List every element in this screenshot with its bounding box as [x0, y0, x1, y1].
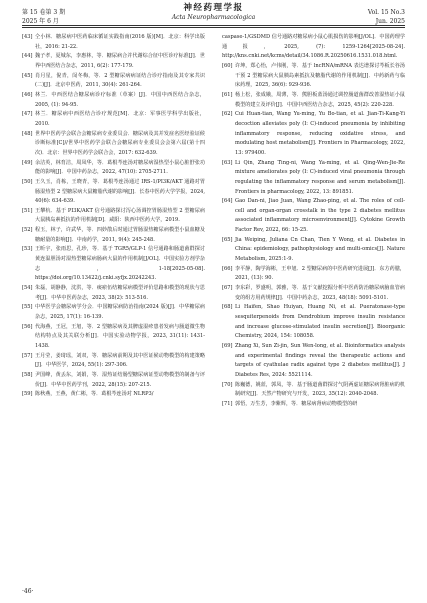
reference-number: [59]	[22, 391, 33, 398]
journal-title	[22, 4, 405, 22]
reference-number: [52]	[22, 227, 33, 234]
reference-text: 林兰．糖尿病中西医结合诊疗规范[M]．北京：军事医学科学出版社，2010.	[35, 111, 205, 127]
reference-number: [68]	[222, 304, 233, 311]
reference-text: 世界中医药学会联合会糖尿病专业委员会．糖尿病及其并发症名医经验证候诊断标准[C]//世界中医药学会联合会糖尿病专业委员会会第六届(第十四次)．北京：世界中医药学会联合会，2017: 632-639.	[35, 130, 205, 156]
reference-item	[222, 284, 405, 303]
reference-number: [64]	[222, 198, 233, 205]
reference-item	[222, 303, 405, 342]
page-number: ·46·	[22, 588, 34, 595]
journal-title-en: Acta Neuropharmacologica	[171, 14, 256, 21]
header-rule-thin	[22, 27, 405, 28]
reference-number: [69]	[222, 343, 233, 349]
reference-number: [43]	[22, 34, 33, 40]
reference-item	[222, 33, 405, 62]
reference-text: 魏子孝，夏城东，李惠林，等．糖尿病合并代谢综合征中医诊疗标准[J]．世界中西医结合杂志，2011, 6(2): 177-179.	[35, 53, 205, 69]
reference-number: [71]	[222, 400, 233, 407]
reference-item	[22, 284, 205, 303]
reference-number: [50]	[22, 178, 33, 185]
reference-item	[222, 381, 405, 400]
reference-number: [53]	[22, 246, 33, 253]
reference-item	[22, 72, 205, 91]
reference-number: [47]	[22, 111, 33, 118]
reference-text: 代海燕，王冠，王旭，等．2 型糖尿病及其脾虚湿疹患者发病与肠道微生物结构特点及其关联分析[J]．中国实验动物学报，2023, 31(11): 1431-1438.	[35, 323, 205, 349]
reference-text: 中华医学会糖尿病学分会．中国糖尿病防治指南(2024 版)[J]．中华糖尿病杂志，2025, 17(1): 16-139.	[35, 304, 205, 321]
reference-text: 杨上松，张成娥，周薄，等．熊胆板蓝汤通过调控肠道菌群改善湿热证小鼠模型的建立及评价[J]．中国中西医结合杂志，2025, 45(2): 220-228.	[235, 91, 405, 108]
reference-item	[222, 342, 405, 381]
reference-item	[22, 352, 205, 371]
reference-text: 肖月星，倪青，闵冬梅，等．2 型糖尿病病证结合诊疗指南及其专家共识(二)[J]．北京中医药，2011, 30(4): 261-264.	[35, 72, 205, 89]
date-en: Jun. 2025	[375, 18, 405, 25]
reference-item	[222, 400, 405, 410]
reference-column-left	[22, 33, 205, 400]
reference-text: 许坤，郑心怡，卢伟刚，等．基于 lncRNA/mRNA 表达谱探讨芩板长谷汤干预 2 型糖尿病大鼠胰岛素抵抗及糖脂代谢的作用机制[J]．中药新药与临床药理，2025, 36(6): 929-936.	[235, 62, 405, 89]
reference-text: caspase-1/GSDMD 信号通路对糖尿病小鼠心肌损伤的影响[J/OL]．中国药理学通报，2025, (7): 1259-1264[2025-08-24]. http://kns.cnki.net/kcms/detail/34.1086.R.20250616.1531.018.html.	[222, 34, 405, 60]
reference-item	[22, 323, 205, 352]
reference-number: [67]	[222, 285, 233, 292]
volume-issue-en: Vol. 15 No.3	[367, 9, 405, 16]
reference-text: 王昕宇，张雨思，孔珍，等．基于 TGR5/GLP-1 信号通路和肠道菌群探讨黄连温胆汤对湿热型糖尿病肠病大鼠的作用机制[J/OL]．中国实验方剂学杂志，1-18[2025-05-08]. https://doi.org/10.13422/j.cnki.syfjx.20242243.	[35, 246, 205, 282]
journal-volume-info	[368, 8, 405, 26]
reference-number: [70]	[222, 381, 233, 388]
reference-number: [56]	[22, 323, 33, 330]
volume-issue-cn: 第 15 卷第 3 期	[22, 9, 66, 16]
reference-number: [63]	[222, 159, 233, 166]
reference-number: [60]	[222, 62, 233, 69]
reference-text: 余洁英，林育洁，周凤华，等．葛根芩连汤对糖尿病湿热型小鼠心脏舒张功能的影响[J]．中国中药杂志，2022, 47(10): 2705-2711.	[35, 159, 205, 176]
reference-item	[222, 110, 405, 158]
reference-number: [51]	[22, 207, 33, 214]
running-header	[22, 3, 405, 33]
reference-number: [57]	[22, 352, 33, 359]
reference-text: 尹国峰，黄丢东，刘娟，等．湿热证结肠型糖尿病证型动物模型的制备与评价[J]．中华中医药学刊，2022, 28(15): 207-215.	[35, 371, 205, 388]
reference-number: [55]	[22, 304, 33, 311]
reference-item	[22, 159, 205, 178]
reference-item	[222, 236, 405, 265]
reference-item	[222, 62, 405, 91]
reference-number: [48]	[22, 130, 33, 137]
reference-item	[22, 110, 205, 129]
reference-text: Zhang Xi, Sun Zi-jin, Sun Wen-long, et al. Bioinformatics analysis and experimental findings reveal the therapeutic actions and targets of cyathulae radix against type 2 diabetes mellitus[J]. J Diabetes Res, 2024: 5521114.	[235, 343, 405, 378]
reference-item	[22, 130, 205, 159]
reference-number: [46]	[22, 91, 33, 98]
reference-item	[22, 178, 205, 207]
reference-number: [58]	[22, 371, 33, 378]
header-rule	[22, 25, 405, 26]
reference-item	[222, 265, 405, 284]
reference-number: [49]	[22, 159, 33, 166]
reference-number: [65]	[222, 236, 233, 243]
date-cn: 2025 年 6 月	[22, 18, 59, 25]
reference-number: [45]	[22, 72, 33, 79]
reference-item	[22, 91, 205, 110]
reference-text: Li Qin, Zhang Ting-ni, Wang Ya-ming, et al. Qing-Wen-Jie-Re mixture ameliorates poly (I: C)-induced viral pneumonia through regulating the inflammatory response and serum metabolism[J]. Frontiers in pharmacology, 2022, 13: 891851.	[235, 159, 405, 195]
reference-item	[22, 390, 205, 400]
reference-number: [44]	[22, 53, 33, 60]
reference-text: 李东彩，罗盛明，郭雅，等．基于文献挖掘分析中医药防治糖尿病脑血管病变的组方用药规律[J]．中国中药杂志，2023, 48(18): 5091-5101.	[235, 285, 405, 301]
reference-number: [66]	[222, 265, 233, 272]
reference-number: [61]	[222, 91, 233, 98]
reference-item	[22, 371, 205, 390]
reference-item	[22, 33, 205, 52]
reference-text: 王攀杭．基于 PI3K/AKT 信号通路探讨泻心汤调控胃肠湿热型 2 型糖尿病大鼠胰岛素抵抗的作用机制[D]．咸阳：陕西中医药大学，2019.	[35, 207, 205, 224]
journal-title-cn: 神经药理学报	[183, 3, 244, 13]
reference-text: 陈秋燕，王燕，黄仁彬，等．葛根芩连汤对 NLRP3/	[35, 391, 154, 398]
reference-text: 王久玉，肖栋，王晓青，等．葛根芩连汤通过 IRS-1/PI3K/AKT 通路对胃肠湿热型 2 型糖尿病大鼠糖脂代谢的影响[J]．长春中医药大学学报，2024, 40(6): 634-639.	[35, 178, 205, 205]
reference-text: 郭悟，万生芳，李紫辉，等．糖尿病肾病动物模型的研	[235, 400, 358, 407]
reference-text: Li Haifen, Shao Huiyan, Huang Ni, et al. Pueratonase-type sesquiterpenoids from Dendrobium improve insulin resistance and increase glucose-stimulated insulin secretion[J]. Bioorganic Chemistry, 2024, 154: 108058.	[235, 304, 405, 340]
reference-item	[22, 52, 205, 71]
reference-item	[22, 226, 205, 245]
reference-item	[22, 303, 205, 322]
reference-item	[22, 207, 205, 226]
reference-text: Gao Dan-ni, Jiao Juan, Wang Zhao-ping, et al. The roles of cell-cell and organ-organ crosstalk in the type 2 diabetes mellitus associated inflammatory microenvironment[J]. Cytokine Growth Factor Rev, 2022, 66: 15-25.	[235, 198, 405, 234]
reference-text: 李平静，陶学海彬，王申旭．2 型糖尿病的中医药研究进展[J]．东方药膳，2021, (13): 90.	[235, 265, 405, 282]
reference-text: 陈巍德，姚蓝，郭凤，等．基于肠道菌群探讨气阴两虚证糖尿病肾脏病的机制研究[J]．天然产物研究与开发，2023, 35(12): 2040-2048.	[235, 381, 405, 398]
reference-text: Jia Weiping, Juliana Cn Chan, Tien Y Wong, et al. Diabetes in China: epidemiology, pathophysiology and multi-omics[J]. Nature Metabolism, 2025:1-9.	[235, 236, 405, 263]
reference-number: [62]	[222, 111, 233, 118]
reference-text: Cui Huan-tian, Wang Yu-ming, Yu Bo-tian, et al. Jian-Ti-Kang-Yi decoction alleviates poly (I: C)-induced pneumonia by inhibiting inflammatory response, reducing oxidative stress, and modulating host metabolism[J]. Frontiers in Pharmacology, 2022, 13: 979400.	[235, 111, 405, 156]
reference-item	[222, 197, 405, 236]
reference-text: 程玉，林子，许武华，等．四妙散后时通过胃肠湿热糖尿病模型小鼠血糖及糖耐量的影响[J]．中南药学，2011, 9(4): 245-248.	[35, 227, 205, 243]
reference-text: 朱磊，胡静静，沈洪，等．痰瘀伍结糖尿病模型评价思路和模型的现状与思考[J]．中华中医药杂志，2023, 38(2): 513-516.	[35, 285, 205, 301]
reference-number: [54]	[22, 285, 33, 292]
reference-column-right	[222, 33, 405, 410]
reference-text: 林兰．中西医结合糖尿病诊疗标准（草案）[J]．中国中西医结合杂志，2005, (1): 94-95.	[35, 91, 205, 108]
reference-item	[22, 245, 205, 284]
reference-text: 仝小林．糖尿病中医药临床循证实践指南(2016 版)[M]．北京：科学出版社，2016: 21-22.	[35, 34, 205, 50]
reference-item	[222, 159, 405, 198]
reference-item	[222, 91, 405, 110]
reference-text: 王月莹，姜琦瑶，刘双，等．糖尿病前期及其中医证候动物模型的构建策略[J]．中华医学，2024, 55(1): 297-306.	[35, 352, 205, 369]
